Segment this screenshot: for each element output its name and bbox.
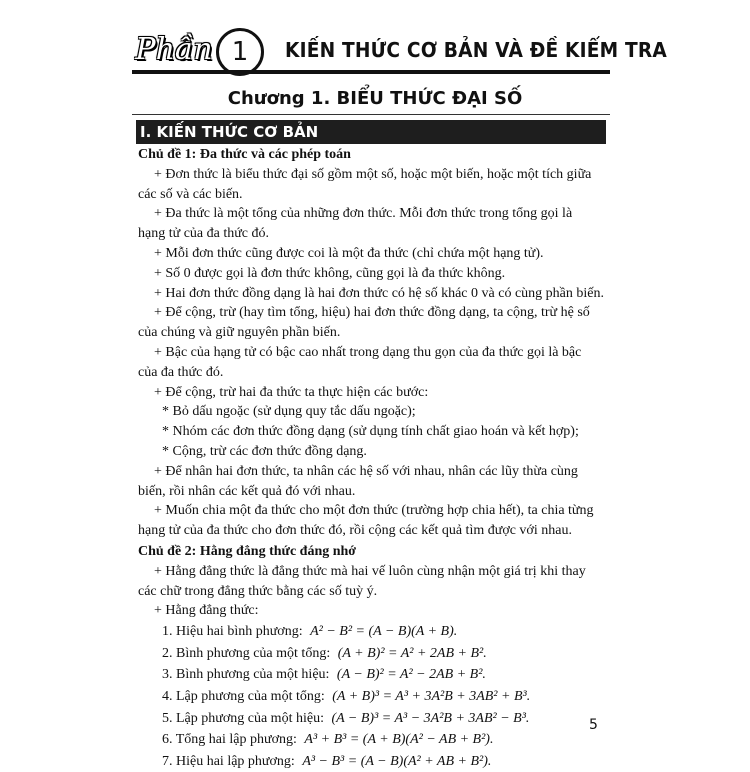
topic-1-heading: Chủ đề 1: Đa thức và các phép toán bbox=[138, 147, 351, 162]
identity-line bbox=[138, 664, 608, 686]
identity-label: 7. Hiệu hai lập phương: bbox=[162, 753, 295, 769]
paragraph-line: + Số 0 được gọi là đơn thức không, cũng gọi là đa thức không. bbox=[154, 265, 506, 281]
identity-formula: (A + B)³ = A³ + 3A²B + 3AB² + B³. bbox=[332, 688, 531, 704]
part-number: 1 bbox=[216, 28, 264, 76]
identity-line bbox=[138, 643, 608, 665]
paragraph-line: + Hai đơn thức đồng dạng là hai đơn thức có hệ số khác 0 và có cùng phần biến. bbox=[154, 285, 604, 301]
paragraph-line: của chúng và giữ nguyên phần biến. bbox=[138, 325, 341, 341]
identity-label: 4. Lập phương của một tổng: bbox=[162, 688, 325, 704]
paragraph-line: + Hằng đẳng thức: bbox=[154, 603, 259, 619]
body-text bbox=[138, 145, 608, 772]
identity-line bbox=[138, 621, 608, 643]
part-title: KIẾN THỨC CƠ BẢN VÀ ĐỀ KIỂM TRA bbox=[285, 38, 667, 62]
paragraph-line: các chữ trong đẳng thức bằng các số tuỳ ý. bbox=[138, 583, 378, 599]
identity-line bbox=[138, 708, 608, 730]
identity-formula: (A − B)² = A² − 2AB + B². bbox=[336, 667, 486, 683]
header-rule bbox=[132, 70, 610, 74]
paragraph-line: + Muốn chia một đa thức cho một đơn thức (trường hợp chia hết), ta chia từng bbox=[154, 503, 594, 519]
identity-label: 2. Bình phương của một tổng: bbox=[162, 645, 331, 661]
identity-label: 6. Tổng hai lập phương: bbox=[162, 732, 297, 748]
paragraph-line: + Mỗi đơn thức cũng được coi là một đa thức (chỉ chứa một hạng tử). bbox=[154, 245, 544, 261]
paragraph-line: + Hằng đẳng thức là đẳng thức mà hai vế luôn cùng nhận một giá trị khi thay bbox=[154, 563, 586, 579]
identity-formula: A² − B² = (A − B)(A + B). bbox=[310, 624, 458, 640]
bullet-line: * Cộng, trừ các đơn thức đồng dạng. bbox=[162, 443, 367, 459]
paragraph-line: hạng tử của đa thức cho đơn thức đó, rồi cộng các kết quả tìm được với nhau. bbox=[138, 523, 572, 539]
bullet-line: * Nhóm các đơn thức đồng dạng (sử dụng tính chất giao hoán và kết hợp); bbox=[162, 424, 579, 440]
paragraph-line: + Bậc của hạng tử có bậc cao nhất trong dạng thu gọn của đa thức gọi là bậc bbox=[154, 344, 582, 360]
paragraph-line: + Đơn thức là biểu thức đại số gồm một số, hoặc một biến, hoặc một tích giữa bbox=[154, 166, 592, 182]
paragraph-line: + Đa thức là một tổng của những đơn thức. Mỗi đơn thức trong tổng gọi là bbox=[154, 206, 573, 222]
identity-label: 1. Hiệu hai bình phương: bbox=[162, 624, 303, 640]
identity-line bbox=[138, 751, 608, 772]
section-heading: I. KIẾN THỨC CƠ BẢN bbox=[136, 120, 606, 144]
identity-formula: A³ + B³ = (A + B)(A² − AB + B²). bbox=[304, 732, 494, 748]
identity-line bbox=[138, 686, 608, 708]
part-word: Phần bbox=[135, 32, 213, 67]
paragraph-line: + Để cộng, trừ hai đa thức ta thực hiện các bước: bbox=[154, 384, 429, 400]
identity-formula: (A + B)² = A² + 2AB + B². bbox=[337, 645, 487, 661]
page-number: 5 bbox=[589, 717, 598, 733]
part-badge bbox=[128, 28, 263, 74]
paragraph-line: biến, rồi nhân các kết quả đó với nhau. bbox=[138, 483, 356, 499]
paragraph-line: hạng tử của đa thức đó. bbox=[138, 226, 270, 242]
identity-line bbox=[138, 729, 608, 751]
paragraph-line: + Để cộng, trừ (hay tìm tổng, hiệu) hai đơn thức đồng dạng, ta cộng, trừ hệ số bbox=[154, 305, 590, 321]
paragraph-line: + Để nhân hai đơn thức, ta nhân các hệ số với nhau, nhân các lũy thừa cùng bbox=[154, 463, 578, 479]
topic-2-heading: Chủ đề 2: Hằng đẳng thức đáng nhớ bbox=[138, 543, 357, 559]
paragraph-line: các số và các biến. bbox=[138, 186, 243, 202]
identity-label: 5. Lập phương của một hiệu: bbox=[162, 710, 324, 726]
identity-formula: A³ − B³ = (A − B)(A² + AB + B²). bbox=[302, 753, 492, 769]
identity-label: 3. Bình phương của một hiệu: bbox=[162, 667, 330, 683]
paragraph-line: của đa thức đó. bbox=[138, 364, 224, 380]
chapter-rule bbox=[132, 114, 610, 115]
chapter-title: Chương 1. BIỂU THỨC ĐẠI SỐ bbox=[227, 88, 523, 109]
bullet-line: * Bỏ dấu ngoặc (sử dụng quy tắc dấu ngoặc); bbox=[162, 404, 416, 420]
identity-formula: (A − B)³ = A³ − 3A²B + 3AB² − B³. bbox=[331, 710, 530, 726]
